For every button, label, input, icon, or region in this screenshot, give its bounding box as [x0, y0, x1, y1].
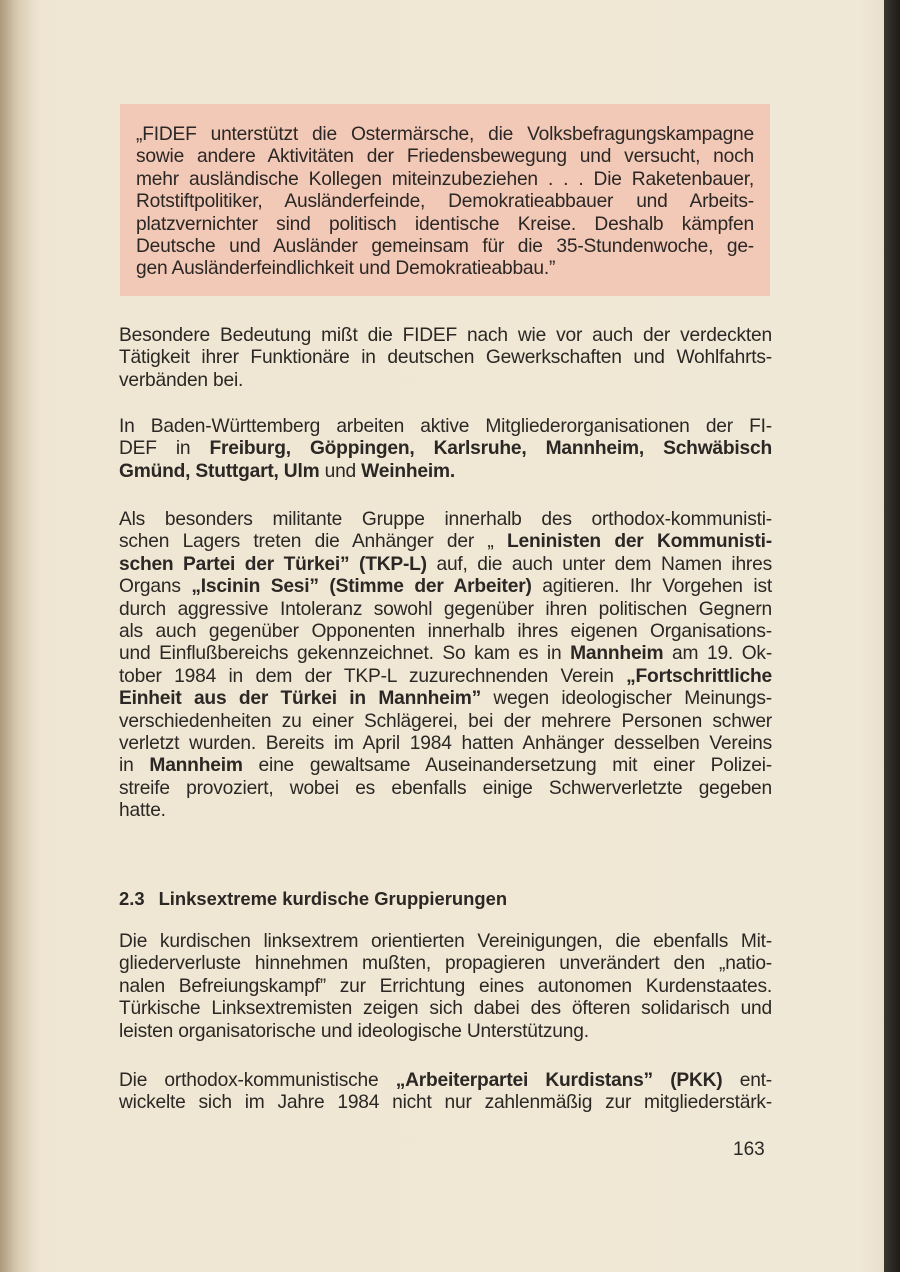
text-run: Organs [119, 576, 192, 598]
quote-line: Deutsche und Ausländer gemeinsam für die 35-Stundenwoche, ge- [136, 236, 754, 258]
quote-line: „FIDEF unterstützt die Ostermärsche, die Volksbefragungskampagne [136, 124, 754, 145]
quote-line: mehr ausländische Kollegen miteinzubeziehen . . . Die Raketenbauer, [136, 168, 754, 190]
quote-line: sowie andere Aktivitäten der Friedensbewegung und versucht, noch [136, 146, 754, 168]
bold-city: Weinheim. [361, 460, 455, 482]
quote-text [136, 124, 754, 281]
text-run: und Einflußbereichs gekennzeichnet. So kam es in [119, 643, 571, 665]
text-line: leisten organisatorische und ideologische Unterstützung. [119, 1020, 589, 1042]
quote-line: gen Ausländerfeindlichkeit und Demokratieabbau.” [136, 258, 556, 280]
text-line [119, 461, 772, 483]
bold-publication: „Iscinin Sesi” (Stimme der Arbeiter) [191, 576, 532, 598]
text-line: nalen Befreiungskampf” zur Errichtung eines autonomen Kurdenstaates. [119, 975, 772, 997]
bold-association: „Fortschrittliche [626, 665, 772, 687]
paragraph-tkp-l [119, 509, 772, 823]
text-line [119, 554, 772, 576]
text-line [119, 666, 772, 688]
text-run: schen Lagers treten die Anhänger der „ [119, 531, 507, 553]
page-edge-shadow [884, 0, 900, 1272]
text-run: auf, die auch unter dem Namen ihres [426, 553, 772, 575]
text-line: durch aggressive Intoleranz sowohl gegenüber ihren politischen Gegnern [119, 598, 772, 620]
text-run: wegen ideologischer Meinungs- [481, 688, 772, 710]
text-run: am 19. Ok- [663, 643, 773, 665]
text-line: verbänden bei. [119, 369, 244, 391]
text-line: Tätigkeit ihrer Funktionäre in deutschen Gewerkschaften und Wohlfahrts- [119, 347, 772, 369]
text-line [119, 643, 772, 665]
text-run: agitieren. Ihr Vorgehen ist [531, 576, 772, 598]
text-line: gliederverluste hinnehmen mußten, propagieren unverändert den „natio- [119, 953, 772, 975]
text-line [119, 531, 772, 553]
paragraph-kurdish-groups [119, 931, 772, 1043]
text-line: als auch gegenüber Opponenten innerhalb ihres eigenen Organisations- [119, 621, 772, 643]
text-line: Besondere Bedeutung mißt die FIDEF nach wie vor auch der verdeckten [119, 325, 772, 346]
text-line [119, 1070, 772, 1092]
bold-cities: Freiburg, Göppingen, Karlsruhe, Mannheim, Schwäbisch [209, 438, 773, 460]
text-line [119, 755, 772, 777]
bold-city: Mannheim [149, 755, 243, 777]
bold-organisation: Leninisten der Kommunisti- [507, 531, 772, 553]
bold-city: Mannheim [570, 643, 664, 665]
text-run: tober 1984 in dem der TKP-L zuzurechnenden Verein [119, 665, 627, 687]
section-title: Linksextreme kurdische Gruppierungen [158, 888, 508, 909]
text-line: streife provoziert, wobei es ebenfalls einige Schwerverletzte gegeben [119, 777, 772, 799]
text-line: Türkische Linksextremisten zeigen sich dabei des öfteren solidarisch und [119, 998, 772, 1020]
text-line: hatte. [119, 800, 166, 822]
text-line [119, 688, 772, 710]
quote-line: platzvernichter sind politisch identische Kreise. Deshalb kämpfen [136, 213, 754, 235]
paragraph-baden-wuerttemberg [119, 416, 772, 483]
page-gutter [0, 0, 40, 1272]
bold-cities: Gmünd, Stuttgart, Ulm [119, 460, 320, 482]
bold-association: Einheit aus der Türkei in Mannheim” [119, 688, 481, 710]
text-run: und [319, 460, 362, 482]
text-line: Als besonders militante Gruppe innerhalb des orthodox-kommunisti- [119, 509, 772, 530]
text-run: in [119, 755, 150, 777]
text-line: In Baden-Württemberg arbeiten aktive Mitgliederorganisationen der FI- [119, 416, 772, 437]
quote-line: Rotstiftpolitiker, Ausländerfeinde, Demokratieabbauer und Arbeits- [136, 191, 754, 213]
text-line [119, 438, 772, 460]
section-heading [119, 888, 507, 910]
text-line: verschiedenheiten zu einer Schlägerei, bei der mehrere Personen schwer [119, 710, 772, 732]
paragraph-fidef-unions [119, 325, 772, 392]
text-line: Die kurdischen linksextrem orientierten Vereinigungen, die ebenfalls Mit- [119, 931, 772, 952]
text-run: Die orthodox-kommunistische [119, 1070, 396, 1091]
paragraph-pkk [119, 1070, 772, 1115]
text-line [119, 576, 772, 598]
page-number: 163 [733, 1139, 765, 1160]
text-line: verletzt wurden. Bereits im April 1984 hatten Anhänger desselben Vereins [119, 733, 772, 755]
bold-organisation: schen Partei der Türkei” (TKP-L) [119, 553, 427, 575]
text-run: eine gewaltsame Auseinandersetzung mit einer Polizei- [242, 755, 772, 777]
text-run: ent- [722, 1070, 772, 1091]
text-line: wickelte sich im Jahre 1984 nicht nur zahlenmäßig zur mitgliederstärk- [119, 1092, 772, 1114]
text-run: DEF in [119, 438, 210, 460]
section-number: 2.3 [119, 888, 145, 909]
highlighted-quote [120, 104, 770, 296]
bold-organisation: „Arbeiterpartei Kurdistans” (PKK) [395, 1070, 723, 1091]
